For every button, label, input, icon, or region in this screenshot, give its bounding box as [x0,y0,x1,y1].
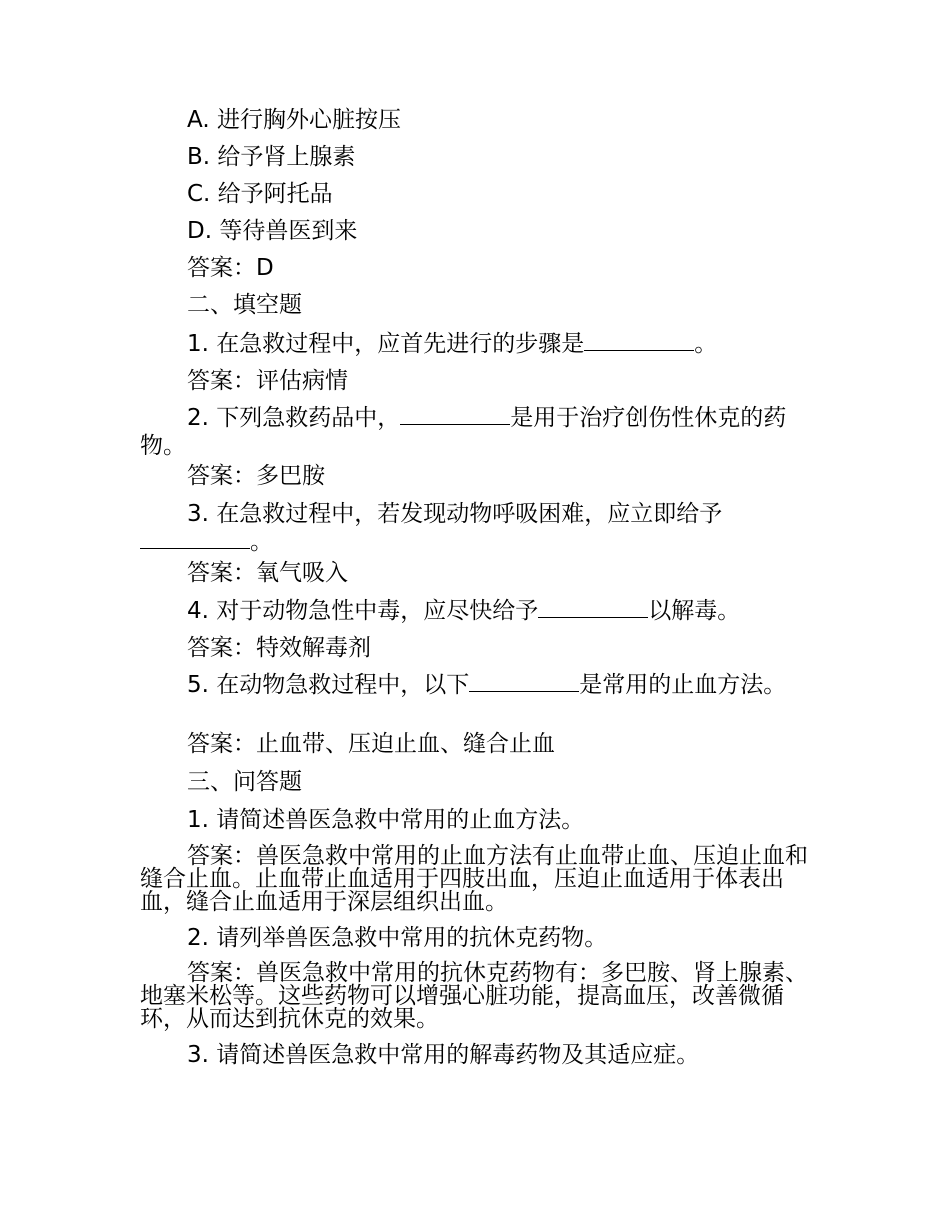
fill-question-4: 4. 对于动物急性中毒，应尽快给予 以解毒。 [187,598,741,624]
fill-question-2: 2. 下列急救药品中， 是用于治疗创伤性休克的药物。 [140,405,787,459]
option-c: C. 给予阿托品 [187,181,333,207]
qa-question-3: 3. 请简述兽医急救中常用的解毒药物及其适应症。 [187,1042,700,1068]
option-a: A. 进行胸外心脏按压 [187,107,401,133]
section-heading-qa: 三、问答题 [187,769,302,795]
qa-question-1: 1. 请简述兽医急救中常用的止血方法。 [187,807,585,833]
fill-question-3: 3. 在急救过程中，若发现动物呼吸困难，应立即给予。 [140,500,812,556]
qa-answer-1: 答案：兽医急救中常用的止血方法有止血带止血、压迫止血和缝合止血。止血带止血适用于四肢出血，压迫止血适用于体表出血，缝合止血适用于深层组织出血。 [140,843,808,915]
answer-blank [400,404,510,425]
mc-answer: 答案：D [187,255,274,281]
fill-answer-3: 答案：氧气吸入 [187,560,348,586]
answer-blank [469,671,579,692]
option-d: D. 等待兽医到来 [187,218,358,244]
option-b: B. 给予肾上腺素 [187,144,356,170]
fill-answer-4: 答案：特效解毒剂 [187,635,371,661]
fill-answer-5: 答案：止血带、压迫止血、缝合止血 [187,731,555,757]
fill-answer-1: 答案：评估病情 [187,368,348,394]
answer-blank [538,597,648,618]
section-heading-fill-in: 二、填空题 [187,292,302,318]
answer-blank [140,528,250,549]
fill-question-5: 5. 在动物急救过程中，以下 是常用的止血方法。 [187,672,787,698]
qa-question-2: 2. 请列举兽医急救中常用的抗休克药物。 [187,925,608,951]
fill-answer-2: 答案：多巴胺 [187,463,325,489]
qa-answer-2: 答案：兽医急救中常用的抗休克药物有：多巴胺、肾上腺素、地塞米松等。这些药物可以增强心脏功能，提高血压，改善微循环，从而达到抗休克的效果。 [140,960,808,1032]
answer-blank [584,330,694,351]
fill-question-1: 1. 在急救过程中，应首先进行的步骤是 。 [187,331,718,357]
